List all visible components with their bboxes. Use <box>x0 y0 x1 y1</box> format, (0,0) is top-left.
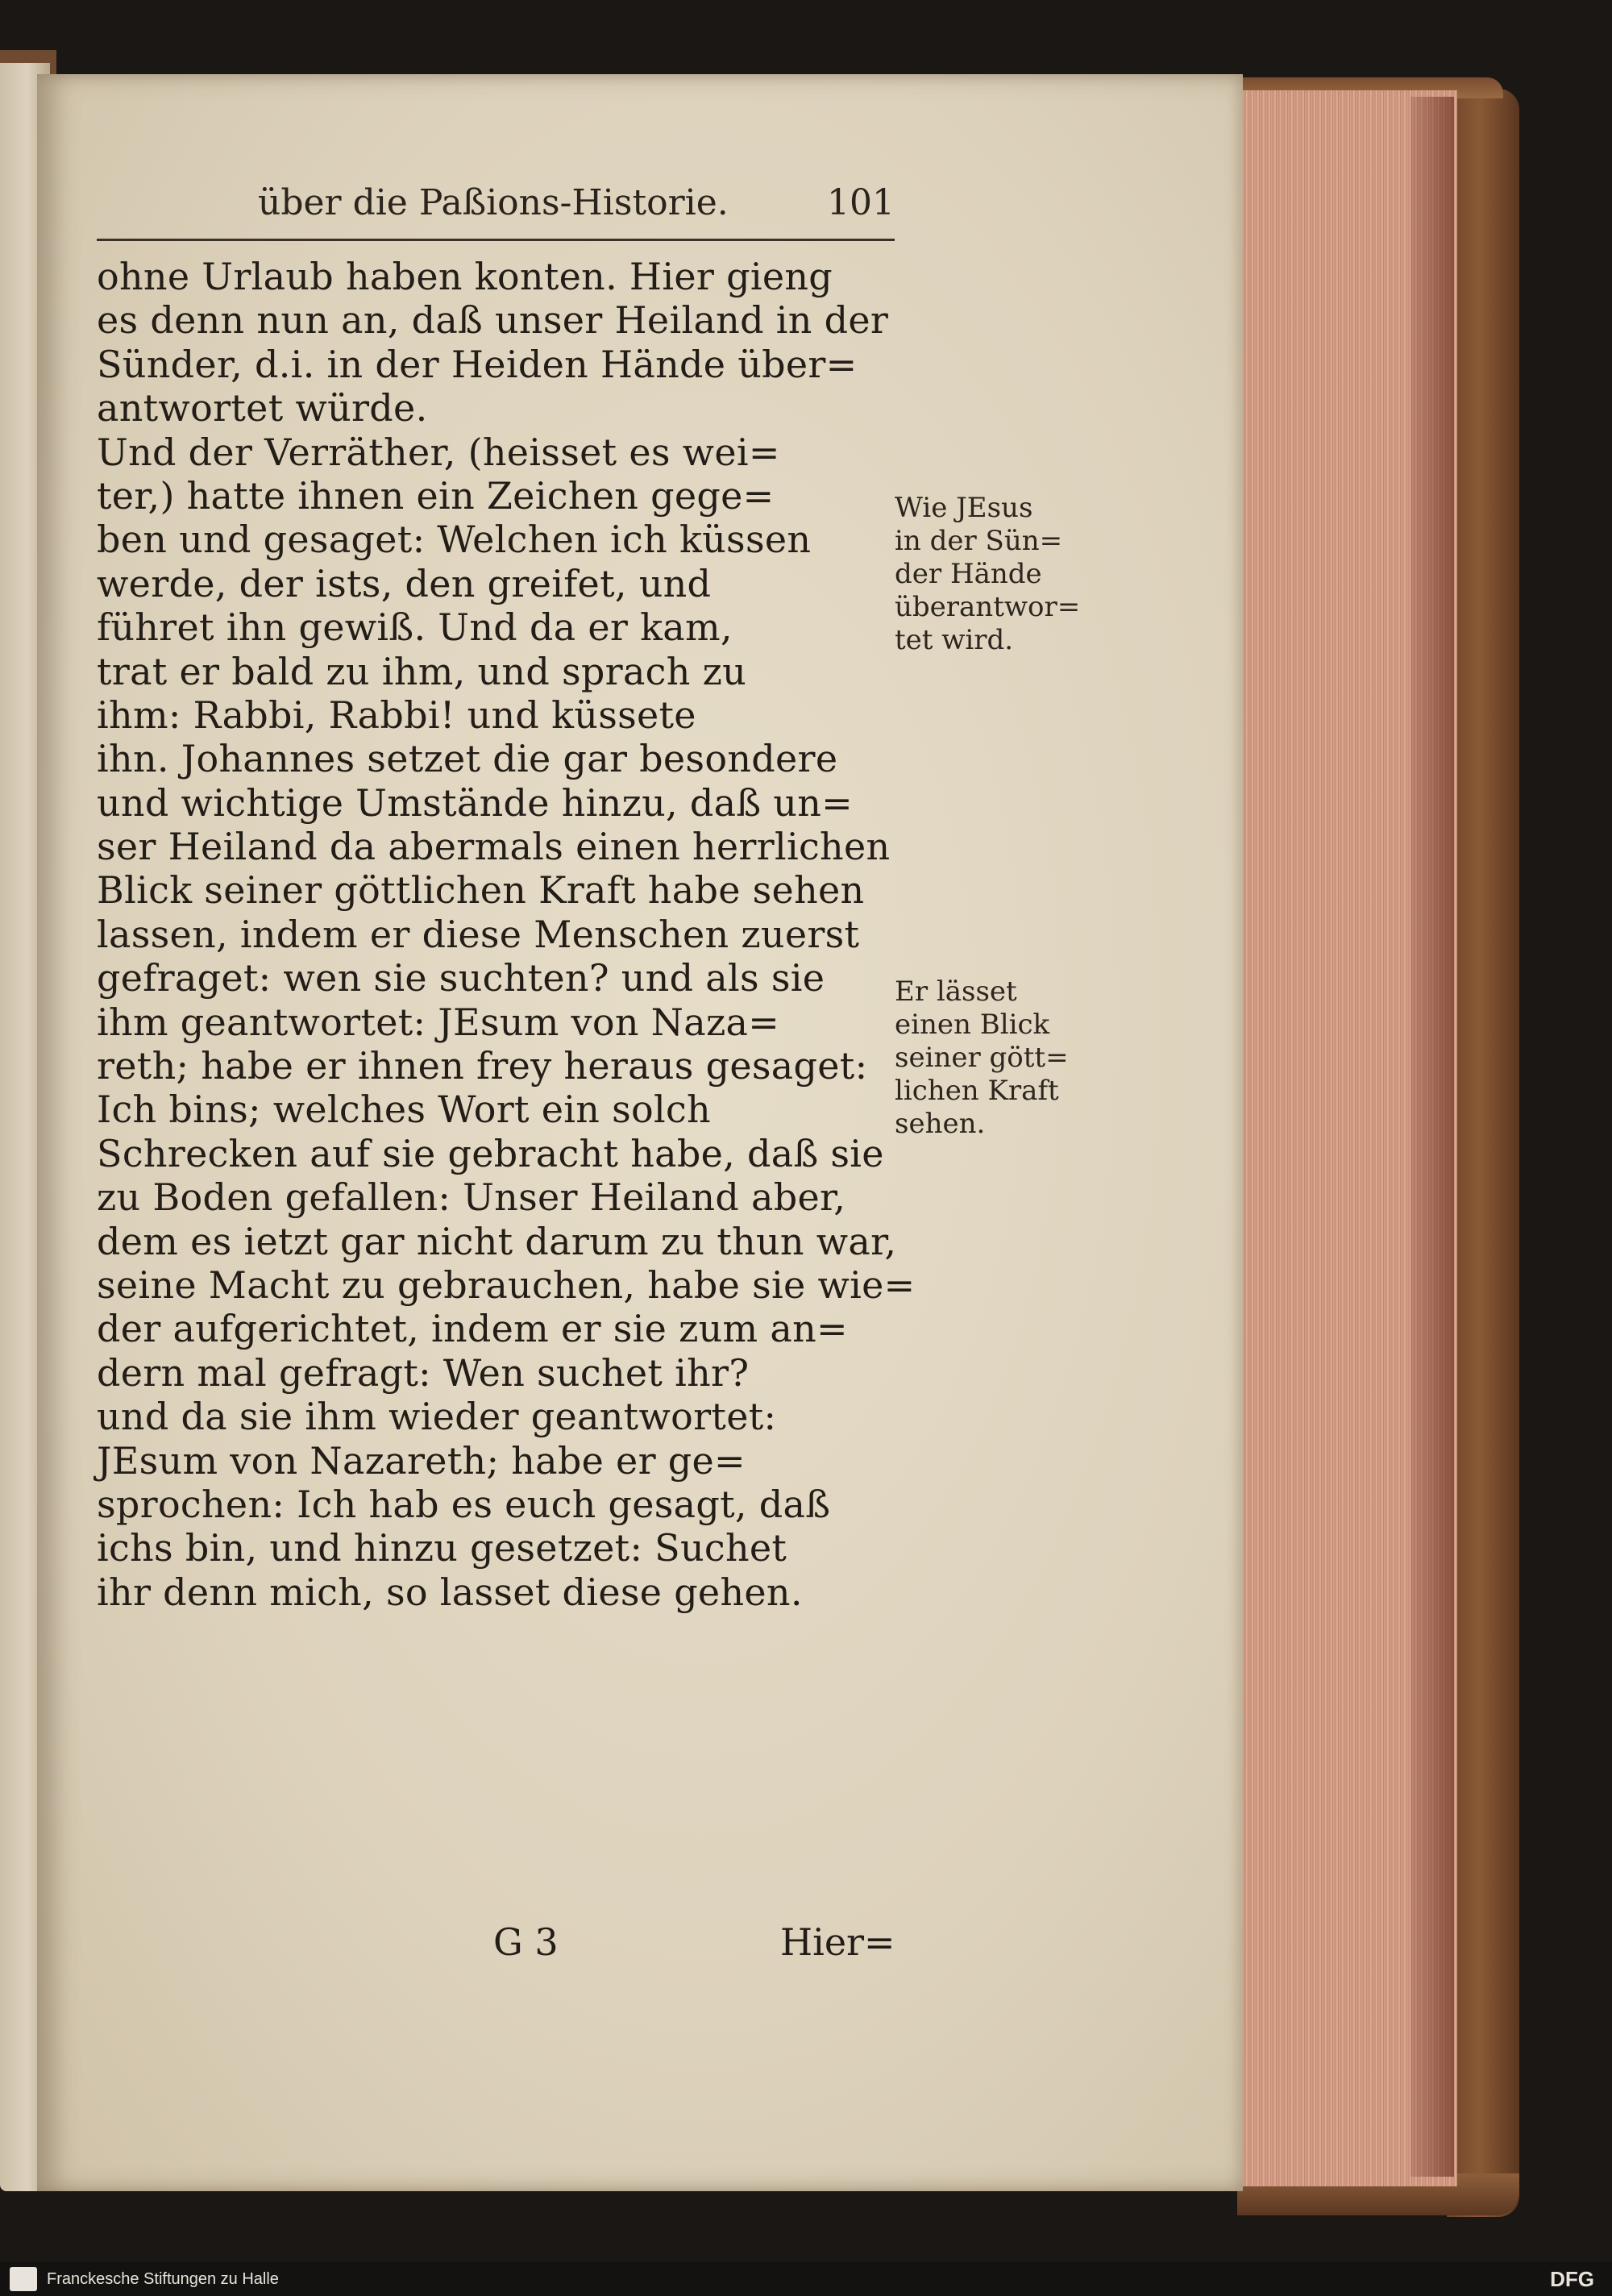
body-line: reth; habe er ihnen frey heraus gesaget: <box>97 1044 868 1088</box>
margin-note-line: Wie JEsus <box>895 492 1033 524</box>
margin-note-divine-glance <box>895 975 1136 1141</box>
viewer-footer <box>0 2262 1612 2296</box>
body-line: es denn nun an, daß unser Heiland in der <box>97 298 889 343</box>
body-line: ihm: Rabbi, Rabbi! und küssete <box>97 693 696 737</box>
margin-note-line: der Hände <box>895 558 1042 590</box>
margin-note-line: Er lässet <box>895 975 1017 1008</box>
institution-logo-icon <box>10 2267 37 2291</box>
body-line: ben und gesaget: Welchen ich küssen <box>97 518 812 562</box>
body-text <box>97 255 916 1614</box>
catchword: Hier= <box>780 1920 895 1964</box>
margin-note-line: sehen. <box>895 1108 986 1140</box>
body-line: JEsum von Nazareth; habe er ge= <box>97 1438 746 1483</box>
body-line: ihm geantwortet: JEsum von Naza= <box>97 1000 780 1044</box>
margin-note-line: lichen Kraft <box>895 1075 1059 1107</box>
body-line: Sünder, d.i. in der Heiden Hände über= <box>97 342 858 386</box>
body-line: antwortet würde. <box>97 386 428 430</box>
body-line: und da sie ihm wieder geantwortet: <box>97 1395 777 1439</box>
body-line: werde, der ists, den greifet, und <box>97 561 712 605</box>
page-header <box>258 179 895 227</box>
body-line: ter,) hatte ihnen ein Zeichen gege= <box>97 473 775 518</box>
body-line: seine Macht zu gebrauchen, habe sie wie= <box>97 1262 916 1307</box>
body-line: trat er bald zu ihm, und sprach zu <box>97 649 747 693</box>
dfg-logo: DFG <box>1550 2267 1594 2291</box>
header-rule <box>97 239 895 241</box>
signature-mark: G 3 <box>493 1920 559 1964</box>
body-line: lassen, indem er diese Menschen zuerst <box>97 912 860 956</box>
body-line: ichs bin, und hinzu gesetzet: Suchet <box>97 1526 787 1570</box>
body-line: Schrecken auf sie gebracht habe, daß sie <box>97 1131 884 1175</box>
margin-note-line: in der Sün= <box>895 525 1063 557</box>
body-line: sprochen: Ich hab es euch gesagt, daß <box>97 1482 831 1526</box>
body-line: Blick seiner göttlichen Kraft habe sehen <box>97 868 865 913</box>
institution-credit: Franckesche Stiftungen zu Halle <box>47 2270 279 2288</box>
margin-note-line: tet wird. <box>895 624 1014 656</box>
margin-note-line: seiner gött= <box>895 1042 1069 1074</box>
body-line: ihn. Johannes setzet die gar besondere <box>97 737 838 781</box>
body-line: ihr denn mich, so lasset diese gehen. <box>97 1570 803 1614</box>
body-line: gefraget: wen sie suchten? und als sie <box>97 956 825 1000</box>
body-line: ohne Urlaub haben konten. Hier gieng <box>97 255 833 298</box>
running-title: über die Paßions-Historie. <box>258 182 729 223</box>
book-cover <box>1447 89 1519 2217</box>
body-line: und wichtige Umstände hinzu, daß un= <box>97 780 853 825</box>
body-line: zu Boden gefallen: Unser Heiland aber, <box>97 1175 846 1220</box>
margin-note-line: einen Blick <box>895 1009 1050 1041</box>
body-line: dem es ietzt gar nicht darum zu thun war, <box>97 1219 897 1263</box>
body-line: Ich bins; welches Wort ein solch <box>97 1088 711 1132</box>
margin-note-line: überantwor= <box>895 591 1081 623</box>
body-line: ser Heiland da abermals einen herrlichen <box>97 825 891 869</box>
body-line: Und der Verräther, (heisset es wei= <box>97 430 780 474</box>
body-line: dern mal gefragt: Wen suchet ihr? <box>97 1350 750 1395</box>
margin-note-jesus-delivered <box>895 492 1136 657</box>
page-block-shadow <box>1410 97 1454 2177</box>
page-number: 101 <box>827 182 895 223</box>
body-line: der aufgerichtet, indem er sie zum an= <box>97 1307 848 1351</box>
body-line: führet ihn gewiß. Und da er kam, <box>97 605 733 650</box>
